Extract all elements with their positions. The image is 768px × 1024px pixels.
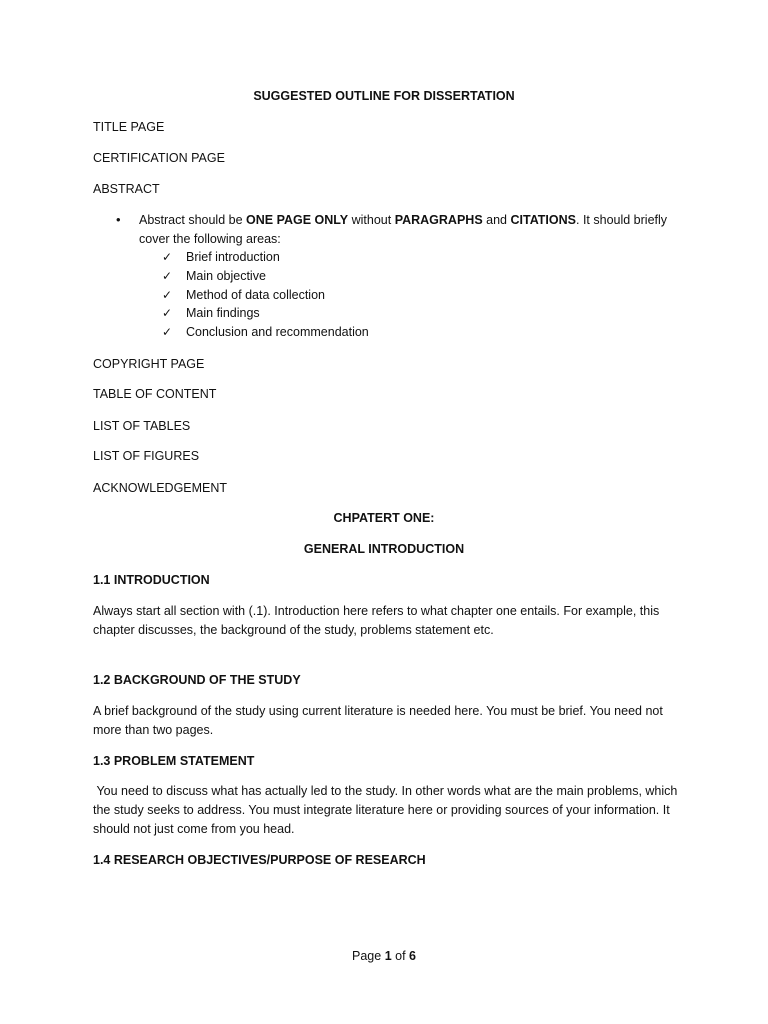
checklist-item: Conclusion and recommendation	[186, 325, 369, 339]
chapter-subheading: GENERAL INTRODUCTION	[303, 542, 465, 556]
front-matter-table-of-content: TABLE OF CONTENT	[93, 387, 217, 401]
check-icon: ✓	[162, 269, 173, 283]
check-icon: ✓	[162, 288, 173, 302]
check-icon: ✓	[162, 306, 173, 320]
checklist-item: Brief introduction	[186, 250, 280, 264]
front-matter-acknowledgement: ACKNOWLEDGEMENT	[93, 481, 228, 495]
abstract-bold-citations: CITATIONS	[510, 213, 576, 227]
section-heading-research-objectives: 1.4 RESEARCH OBJECTIVES/PURPOSE OF RESEARCH	[93, 853, 426, 867]
checklist-item: Method of data collection	[186, 288, 325, 302]
chapter-heading: CHPATERT ONE:	[333, 511, 435, 525]
check-icon: ✓	[162, 250, 173, 264]
footer-of-word: of	[391, 949, 410, 963]
abstract-text-1: Abstract should be	[139, 213, 247, 227]
page-footer	[0, 947, 768, 965]
bullet-icon: •	[116, 212, 121, 227]
abstract-text-3: and	[482, 213, 511, 227]
front-matter-list-of-tables: LIST OF TABLES	[93, 419, 191, 433]
checklist-item: Main findings	[186, 306, 260, 320]
section-body-background: A brief background of the study using current literature is needed here. You must be brief. You need not more than two pages.	[93, 704, 663, 737]
checklist-item: Main objective	[186, 269, 266, 283]
front-matter-abstract: ABSTRACT	[93, 182, 160, 196]
front-matter-copyright-page: COPYRIGHT PAGE	[93, 357, 205, 371]
footer-page-number: 1	[384, 949, 392, 963]
abstract-bold-paragraphs: PARAGRAPHS	[394, 213, 483, 227]
abstract-bold-one-page: ONE PAGE ONLY	[246, 213, 349, 227]
section-heading-problem-statement: 1.3 PROBLEM STATEMENT	[93, 754, 255, 768]
abstract-bullet-line2: cover the following areas:	[139, 232, 281, 246]
front-matter-certification-page: CERTIFICATION PAGE	[93, 151, 225, 165]
page-title: SUGGESTED OUTLINE FOR DISSERTATION	[253, 89, 515, 103]
footer-total-pages: 6	[409, 949, 416, 963]
check-icon: ✓	[162, 325, 173, 339]
section-body-introduction: Always start all section with (.1). Introduction here refers to what chapter one entails. For example, this chapter discusses, the background of the study, problems statement etc.	[93, 604, 660, 637]
front-matter-title-page: TITLE PAGE	[93, 120, 165, 134]
section-heading-introduction: 1.1 INTRODUCTION	[93, 573, 210, 587]
abstract-text-4: . It should briefly	[576, 213, 668, 227]
abstract-text-2: without	[348, 213, 395, 227]
footer-page-word: Page	[352, 949, 385, 963]
section-body-problem-statement: You need to discuss what has actually led to the study. In other words what are the main problems, which the study seeks to address. You must integrate literature here or providing sources of your information. It should not just come from you head.	[93, 784, 681, 836]
front-matter-list-of-figures: LIST OF FIGURES	[93, 449, 200, 463]
abstract-bullet-text	[139, 211, 667, 229]
section-heading-background: 1.2 BACKGROUND OF THE STUDY	[93, 673, 301, 687]
